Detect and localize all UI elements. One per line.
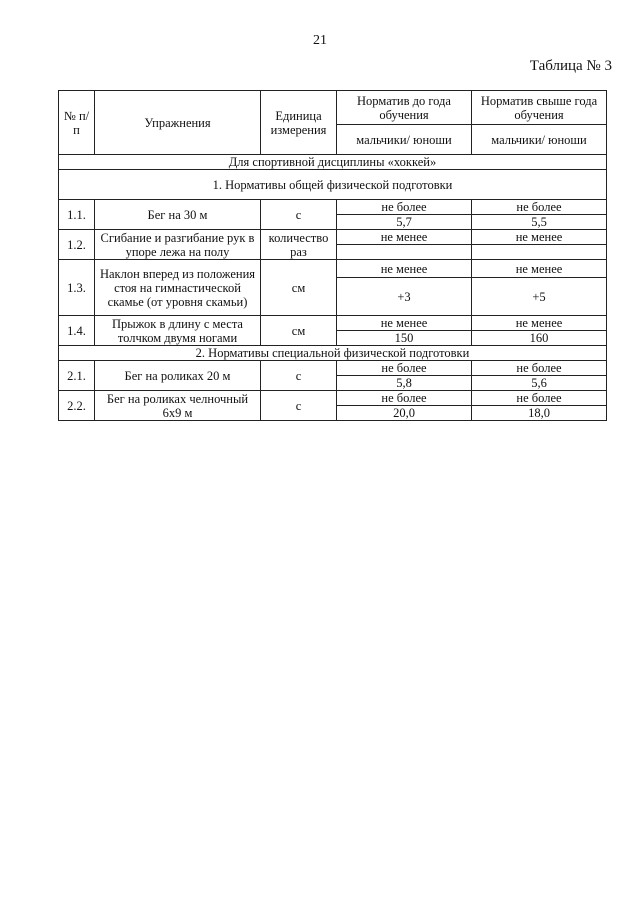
section-row: [59, 170, 607, 200]
section-title: 2. Нормативы специальной физической подготовки: [59, 346, 607, 361]
row-num: 2.1.: [59, 361, 95, 391]
table-row: [59, 391, 607, 406]
table-row: [59, 260, 607, 278]
row-num: 1.3.: [59, 260, 95, 316]
row-unit: см: [261, 316, 337, 346]
row-unit: количество раз: [261, 230, 337, 260]
header-norm-before: Норматив до года обучения: [337, 91, 472, 125]
row-cond-after: не более: [472, 391, 607, 406]
header-exercise: Упражнения: [95, 91, 261, 155]
row-cond-after: не менее: [472, 260, 607, 278]
row-val-after: [472, 245, 607, 260]
row-val-before: 5,7: [337, 215, 472, 230]
section-title: 1. Нормативы общей физической подготовки: [59, 170, 607, 200]
row-val-after: 160: [472, 331, 607, 346]
header-norm-after: Норматив свыше года обучения: [472, 91, 607, 125]
row-val-before: +3: [337, 278, 472, 316]
row-num: 1.2.: [59, 230, 95, 260]
row-cond-before: не менее: [337, 230, 472, 245]
table-row: [59, 230, 607, 245]
row-num: 1.4.: [59, 316, 95, 346]
row-exercise: Наклон вперед из положения стоя на гимнастической скамье (от уровня скамьи): [95, 260, 261, 316]
table-row: [59, 316, 607, 331]
section-row: [59, 346, 607, 361]
header-group-before: мальчики/ юноши: [337, 125, 472, 155]
row-val-after: 5,6: [472, 376, 607, 391]
row-val-after: +5: [472, 278, 607, 316]
row-val-before: 150: [337, 331, 472, 346]
row-cond-after: не менее: [472, 230, 607, 245]
row-exercise: Бег на роликах 20 м: [95, 361, 261, 391]
row-val-before: [337, 245, 472, 260]
page-number: 21: [313, 33, 327, 48]
row-exercise: Бег на 30 м: [95, 200, 261, 230]
row-cond-after: не более: [472, 200, 607, 215]
row-val-after: 5,5: [472, 215, 607, 230]
row-exercise: Бег на роликах челночный 6х9 м: [95, 391, 261, 421]
header-row: [59, 91, 607, 125]
row-val-after: 18,0: [472, 406, 607, 421]
discipline-title: Для спортивной дисциплины «хоккей»: [59, 155, 607, 170]
row-cond-after: не более: [472, 361, 607, 376]
row-cond-before: не менее: [337, 260, 472, 278]
discipline-row: [59, 155, 607, 170]
header-unit: Единица измерения: [261, 91, 337, 155]
row-exercise: Прыжок в длину с места толчком двумя ногами: [95, 316, 261, 346]
row-val-before: 5,8: [337, 376, 472, 391]
row-unit: с: [261, 391, 337, 421]
row-unit: с: [261, 200, 337, 230]
table-row: [59, 361, 607, 376]
table-row: [59, 200, 607, 215]
row-cond-before: не менее: [337, 316, 472, 331]
header-num: № п/п: [59, 91, 95, 155]
row-num: 1.1.: [59, 200, 95, 230]
row-unit: с: [261, 361, 337, 391]
table-title: Таблица № 3: [529, 58, 612, 74]
norms-table: [58, 90, 607, 421]
row-cond-after: не менее: [472, 316, 607, 331]
row-num: 2.2.: [59, 391, 95, 421]
row-exercise: Сгибание и разгибание рук в упоре лежа на полу: [95, 230, 261, 260]
row-cond-before: не более: [337, 361, 472, 376]
header-group-after: мальчики/ юноши: [472, 125, 607, 155]
row-cond-before: не более: [337, 200, 472, 215]
row-cond-before: не более: [337, 391, 472, 406]
row-unit: см: [261, 260, 337, 316]
row-val-before: 20,0: [337, 406, 472, 421]
